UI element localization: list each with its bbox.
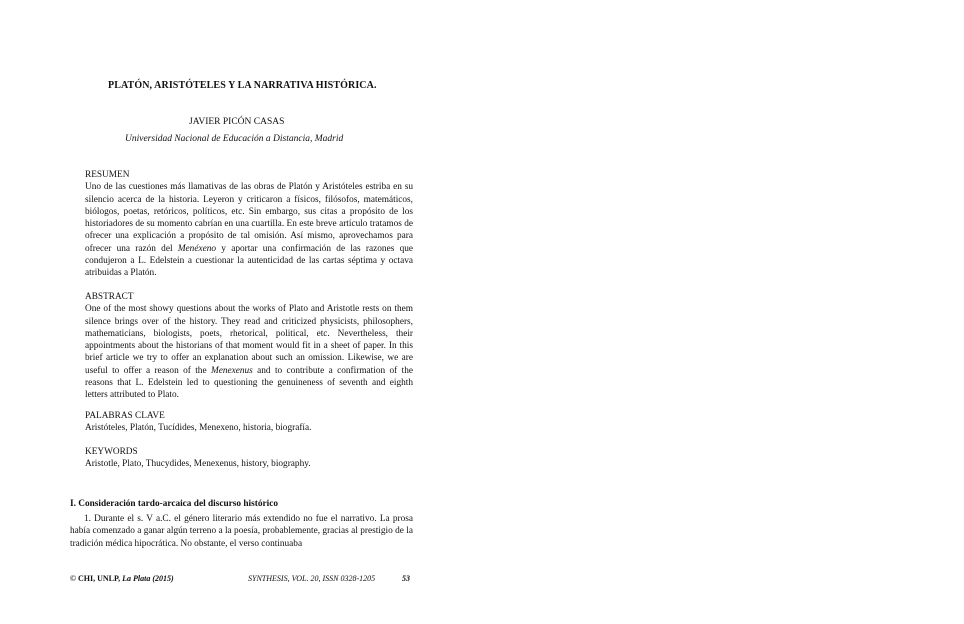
resumen-text-emphasis: Menéxeno [177, 243, 217, 254]
abstract-text-part: One of the most showy questions about the works of Plato and Aristotle rests on them silence brings over of the history. They read and criticized physicists, philosophers, mathematicians, biologists, poets, rhetorical, political, etc. Nevertheless, their appointments about the historians of that moment would fit in a sheet of paper. In this brief article we try to offer an explanation about such an omission. Likewise, we are useful to offer a reason of the [85, 304, 413, 376]
footer-page-number: 53 [402, 574, 410, 583]
footer-copyright [70, 574, 174, 583]
palabras-clave-heading: PALABRAS CLAVE [85, 411, 165, 421]
abstract-text-emphasis: Menexenus [210, 365, 253, 376]
abstract-section [85, 291, 413, 402]
palabras-clave-section [85, 410, 413, 435]
resumen-text-part: y aportar una confirmación de las razones que condujeron a L. Edelstein a cuestionar la autenticidad de las cartas séptima y octava atribuidas a Platón. [85, 243, 414, 279]
resumen-text-part: Uno de las cuestiones más llamativas de las obras de Platón y Aristóteles estriba en su silencio acerca de la historia. Leyeron y criticaron a físicos, filósofos, matemáticos, biólogos, poetas, retóricos, políticos, etc. Sin embargo, sus citas a propósito de los historiadores de su momento cabrían en una cuartilla. En este breve artículo tratamos de ofrecer una explicación a propósito de tal omisión. Así mismo, aprovechamos para ofrecer una razón del [85, 182, 413, 254]
resumen-text [85, 181, 413, 279]
author-name: JAVIER PICÓN CASAS [189, 117, 285, 127]
resumen-section [85, 169, 413, 280]
resumen-heading: RESUMEN [85, 170, 130, 180]
footer-copyright-part: © CHI, UNLP, [70, 574, 123, 583]
abstract-heading: ABSTRACT [85, 292, 134, 302]
author-affiliation: Universidad Nacional de Educación a Distancia, Madrid [125, 134, 344, 144]
paper-title: PLATÓN, ARISTÓTELES Y LA NARRATIVA HISTÓRICA. [108, 80, 377, 91]
keywords-heading: KEYWORDS [85, 447, 138, 457]
section-heading: I. Consideración tardo-arcaica del discurso histórico [70, 499, 278, 509]
keywords-section [85, 446, 413, 471]
palabras-clave-text: Aristóteles, Platón, Tucídides, Menexeno, historia, biografía. [85, 423, 312, 434]
abstract-text-part: and to contribute a confirmation of the reasons that L. Edelstein led to questioning the genuineness of seventh and eighth letters attributed to Plato. [85, 365, 413, 401]
footer-journal: SYNTHESIS, VOL. 20, ISSN 0328-1205 [248, 574, 376, 583]
abstract-text [85, 303, 413, 401]
section-body-text: 1. Durante el s. V a.C. el género literario más extendido no fue el narrativo. La prosa había comenzado a ganar algún terreno a la poesía, probablemente, gracias al prestigio de la tradición médica hipocrática. No obstante, el verso continuaba [70, 514, 413, 549]
keywords-text: Aristotle, Plato, Thucydides, Menexenus, history, biography. [85, 459, 311, 470]
footer-copyright-place: La Plata (2015) [122, 574, 174, 583]
